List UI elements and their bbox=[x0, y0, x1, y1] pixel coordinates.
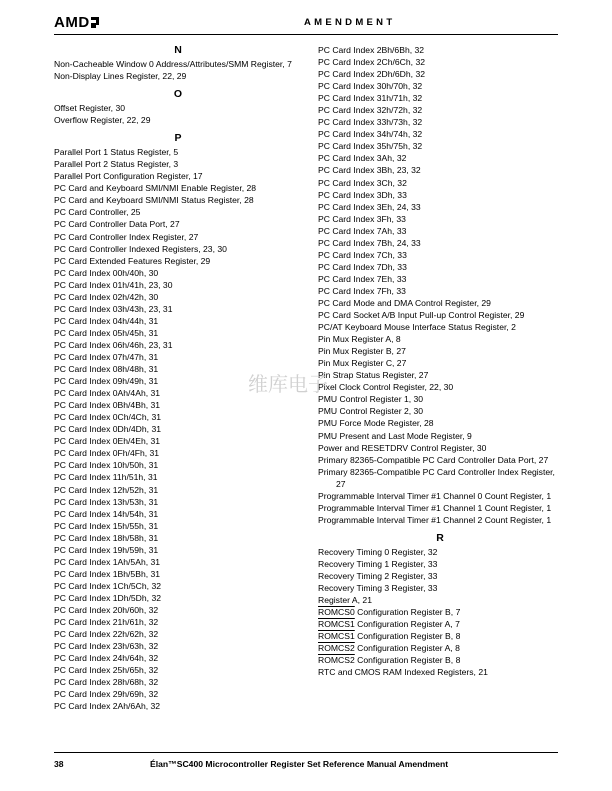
index-entry: PC Card Index 23h/63h, 32 bbox=[54, 641, 159, 652]
index-entry: Pin Mux Register C, 27 bbox=[318, 358, 407, 369]
header-rule bbox=[54, 34, 558, 35]
index-entry bbox=[318, 606, 562, 618]
index-entry: Overflow Register, 22, 29 bbox=[54, 115, 151, 126]
index-entry: PC Card Index 3Dh, 33 bbox=[318, 189, 407, 200]
entry-text: Configuration Register B, 7 bbox=[354, 607, 461, 618]
index-entry: Parallel Port Configuration Register, 17 bbox=[54, 171, 203, 182]
index-entry: PC Card Index 2Ch/6Ch, 32 bbox=[318, 57, 426, 68]
index-entry: PC Card Index 06h/46h, 23, 31 bbox=[54, 339, 173, 350]
index-entry bbox=[318, 654, 562, 666]
index-entry: Parallel Port 1 Status Register, 5 bbox=[54, 147, 179, 158]
index-entry: PC Card Index 7Ch, 33 bbox=[318, 249, 407, 260]
index-entry: PC Card Index 0Eh/4Eh, 31 bbox=[54, 436, 161, 447]
index-entry: PC/AT Keyboard Mouse Interface Status Register, 2 bbox=[318, 322, 516, 333]
entry-text: Configuration Register B, 8 bbox=[354, 655, 461, 666]
index-entry: PC Card Index 21h/61h, 32 bbox=[54, 617, 159, 628]
index-entry: PC Card Index 7Fh, 33 bbox=[318, 285, 406, 296]
index-entry: PC Card Index 33h/73h, 32 bbox=[318, 117, 423, 128]
index-entry: Recovery Timing 2 Register, 33 bbox=[318, 570, 438, 581]
index-entry: PC Card Index 0Ah/4Ah, 31 bbox=[54, 388, 161, 399]
index-entry: PC Card Index 32h/72h, 32 bbox=[318, 105, 423, 116]
index-entry: PC Card Socket A/B Input Pull-up Control Register, 29 bbox=[318, 310, 525, 321]
index-entry: PC Card Index 14h/54h, 31 bbox=[54, 508, 159, 519]
index-entry: Parallel Port 2 Status Register, 3 bbox=[54, 159, 179, 170]
signal-name: ROMCS0 bbox=[318, 607, 355, 618]
index-entry: PC Card Index 0Ch/4Ch, 31 bbox=[54, 412, 162, 423]
index-entry: PC Card Index 19h/59h, 31 bbox=[54, 544, 159, 555]
index-entry: PC Card Controller Data Port, 27 bbox=[54, 219, 180, 230]
index-entry: PC Card Index 2Dh/6Dh, 32 bbox=[318, 69, 426, 80]
index-entry: PC Card Index 01h/41h, 23, 30 bbox=[54, 279, 173, 290]
index-entry: PC Card Index 3Bh, 23, 32 bbox=[318, 165, 421, 176]
index-entry: PC Card Index 02h/42h, 30 bbox=[54, 291, 159, 302]
index-entry: PC Card Index 3Fh, 33 bbox=[318, 213, 406, 224]
index-entry: PC Card Index 31h/71h, 32 bbox=[318, 93, 423, 104]
index-entry: PC Card Index 7Ah, 33 bbox=[318, 225, 407, 236]
index-entry: PC Card Index 09h/49h, 31 bbox=[54, 376, 159, 387]
index-entry: PC Card Index 03h/43h, 23, 31 bbox=[54, 303, 173, 314]
index-entry: Offset Register, 30 bbox=[54, 103, 126, 114]
index-entry: PC Card Index 13h/53h, 31 bbox=[54, 496, 159, 507]
index-entry: Recovery Timing 0 Register, 32 bbox=[318, 546, 438, 557]
index-entry: PC Card Index 28h/68h, 32 bbox=[54, 677, 159, 688]
index-entry: PC Card and Keyboard SMI/NMI Enable Register, 28 bbox=[54, 183, 257, 194]
index-entry: Non-Display Lines Register, 22, 29 bbox=[54, 71, 187, 82]
index-entry: PC Card Index 29h/69h, 32 bbox=[54, 689, 159, 700]
section-letter: R bbox=[436, 531, 444, 544]
index-entry: PC Card Index 0Fh/4Fh, 31 bbox=[54, 448, 160, 459]
signal-name: ROMCS2 bbox=[318, 643, 355, 654]
index-entry: PC Card Index 1Bh/5Bh, 31 bbox=[54, 568, 161, 579]
index-entry: PC Card Controller Indexed Registers, 23, 30 bbox=[54, 243, 227, 254]
index-entry: Non-Cacheable Window 0 Address/Attributes/SMM Register, 7 bbox=[54, 59, 292, 69]
index-entry: Programmable Interval Timer #1 Channel 0 Count Register, 1 bbox=[318, 490, 552, 501]
index-entry: Pin Mux Register A, 8 bbox=[318, 334, 401, 345]
index-entry: PC Card Index 07h/47h, 31 bbox=[54, 351, 159, 362]
section-letter: O bbox=[173, 88, 183, 101]
index-entry: Register A, 21 bbox=[318, 595, 372, 606]
index-entry: PC Card Index 12h/52h, 31 bbox=[54, 484, 159, 495]
section-letter: N bbox=[174, 44, 182, 56]
index-entry: PC Card Index 7Dh, 33 bbox=[318, 261, 407, 272]
index-entry: PC Card and Keyboard SMI/NMI Status Register, 28 bbox=[54, 195, 254, 206]
index-entry: Primary 82365-Compatible PC Card Controller Data Port, 27 bbox=[318, 454, 549, 465]
index-entry: PC Card Controller, 25 bbox=[54, 207, 141, 218]
footer-rule bbox=[54, 752, 558, 753]
index-entry: RTC and CMOS RAM Indexed Registers, 21 bbox=[318, 667, 488, 678]
index-entry: PC Card Index 1Ch/5Ch, 32 bbox=[54, 580, 162, 591]
index-entry: PC Card Index 08h/48h, 31 bbox=[54, 364, 159, 375]
watermark: 维库电子 bbox=[248, 372, 328, 396]
index-entry: PC Card Mode and DMA Control Register, 29 bbox=[318, 297, 491, 308]
footer-page-number: 38 bbox=[54, 759, 64, 769]
entry-text: Configuration Register A, 7 bbox=[354, 619, 460, 630]
amd-arrow-icon bbox=[91, 17, 102, 28]
index-entry: Pixel Clock Control Register, 22, 30 bbox=[318, 382, 454, 393]
header-title: AMENDMENT bbox=[304, 17, 396, 28]
index-entry: PC Card Index 2Bh/6Bh, 32 bbox=[318, 45, 425, 55]
index-entry: PC Card Index 7Eh, 33 bbox=[318, 273, 407, 284]
index-entry: Primary 82365-Compatible PC Card Controller Index Register, 27 bbox=[318, 466, 555, 489]
index-entry bbox=[318, 618, 562, 630]
index-entry: Power and RESETDRV Control Register, 30 bbox=[318, 442, 487, 453]
index-entry: Programmable Interval Timer #1 Channel 2 Count Register, 1 bbox=[318, 514, 552, 525]
index-entry bbox=[318, 642, 562, 654]
index-entry: PC Card Index 1Ah/5Ah, 31 bbox=[54, 556, 161, 567]
index-entry: PC Card Index 3Eh, 24, 33 bbox=[318, 201, 421, 212]
index-entry: PC Card Index 34h/74h, 32 bbox=[318, 129, 423, 140]
amd-logo bbox=[54, 14, 102, 31]
index-entry: Pin Mux Register B, 27 bbox=[318, 346, 406, 357]
index-entry: PC Card Index 3Ah, 32 bbox=[318, 153, 407, 164]
index-entry: PC Card Index 00h/40h, 30 bbox=[54, 267, 159, 278]
signal-name: ROMCS1 bbox=[318, 631, 355, 642]
section-letter: P bbox=[174, 132, 182, 145]
page-header bbox=[54, 12, 558, 36]
signal-name: ROMCS2 bbox=[318, 655, 355, 666]
entry-text: Configuration Register A, 8 bbox=[354, 643, 460, 654]
index-entry: Pin Strap Status Register, 27 bbox=[318, 370, 429, 381]
index-entry: PC Card Index 04h/44h, 31 bbox=[54, 315, 159, 326]
index-entry: Recovery Timing 1 Register, 33 bbox=[318, 558, 438, 569]
index-entry: PMU Force Mode Register, 28 bbox=[318, 418, 434, 429]
index-entry: PC Card Controller Index Register, 27 bbox=[54, 231, 199, 242]
signal-name: ROMCS1 bbox=[318, 619, 355, 630]
index-entry: PC Card Index 18h/58h, 31 bbox=[54, 532, 159, 543]
index-entry: PMU Control Register 2, 30 bbox=[318, 406, 424, 417]
index-entry: PC Card Index 7Bh, 24, 33 bbox=[318, 237, 421, 248]
index-entry: PC Card Index 05h/45h, 31 bbox=[54, 327, 159, 338]
logo-text: AMD bbox=[54, 14, 90, 31]
entry-text: Configuration Register B, 8 bbox=[354, 631, 461, 642]
index-entry: PC Card Index 10h/50h, 31 bbox=[54, 460, 159, 471]
index-entry: PMU Present and Last Mode Register, 9 bbox=[318, 430, 472, 441]
index-entry: PC Card Index 1Dh/5Dh, 32 bbox=[54, 592, 162, 603]
index-entry: PMU Control Register 1, 30 bbox=[318, 394, 424, 405]
index-entry: PC Card Index 11h/51h, 31 bbox=[54, 472, 158, 483]
index-entry: PC Card Index 20h/60h, 32 bbox=[54, 604, 159, 615]
index-entry: PC Card Index 3Ch, 32 bbox=[318, 177, 407, 188]
index-entry: Recovery Timing 3 Register, 33 bbox=[318, 583, 438, 594]
index-entry: PC Card Index 15h/55h, 31 bbox=[54, 520, 159, 531]
index-entry: PC Card Index 30h/70h, 32 bbox=[318, 81, 423, 92]
index-entry: PC Card Index 2Ah/6Ah, 32 bbox=[54, 701, 161, 712]
index-entry: PC Card Index 22h/62h, 32 bbox=[54, 629, 159, 640]
index-entry: PC Card Index 24h/64h, 32 bbox=[54, 653, 159, 664]
index-entry: PC Card Extended Features Register, 29 bbox=[54, 255, 211, 266]
index-entry bbox=[318, 630, 562, 642]
index-entry: PC Card Index 35h/75h, 32 bbox=[318, 141, 423, 152]
index-entry: PC Card Index 0Bh/4Bh, 31 bbox=[54, 400, 161, 411]
index-entry: Programmable Interval Timer #1 Channel 1 Count Register, 1 bbox=[318, 502, 552, 513]
index-column-right bbox=[318, 44, 562, 678]
footer-title: Élan™SC400 Microcontroller Register Set Reference Manual Amendment bbox=[150, 759, 449, 769]
index-entry: PC Card Index 25h/65h, 32 bbox=[54, 665, 159, 676]
index-entry: PC Card Index 0Dh/4Dh, 31 bbox=[54, 424, 162, 435]
